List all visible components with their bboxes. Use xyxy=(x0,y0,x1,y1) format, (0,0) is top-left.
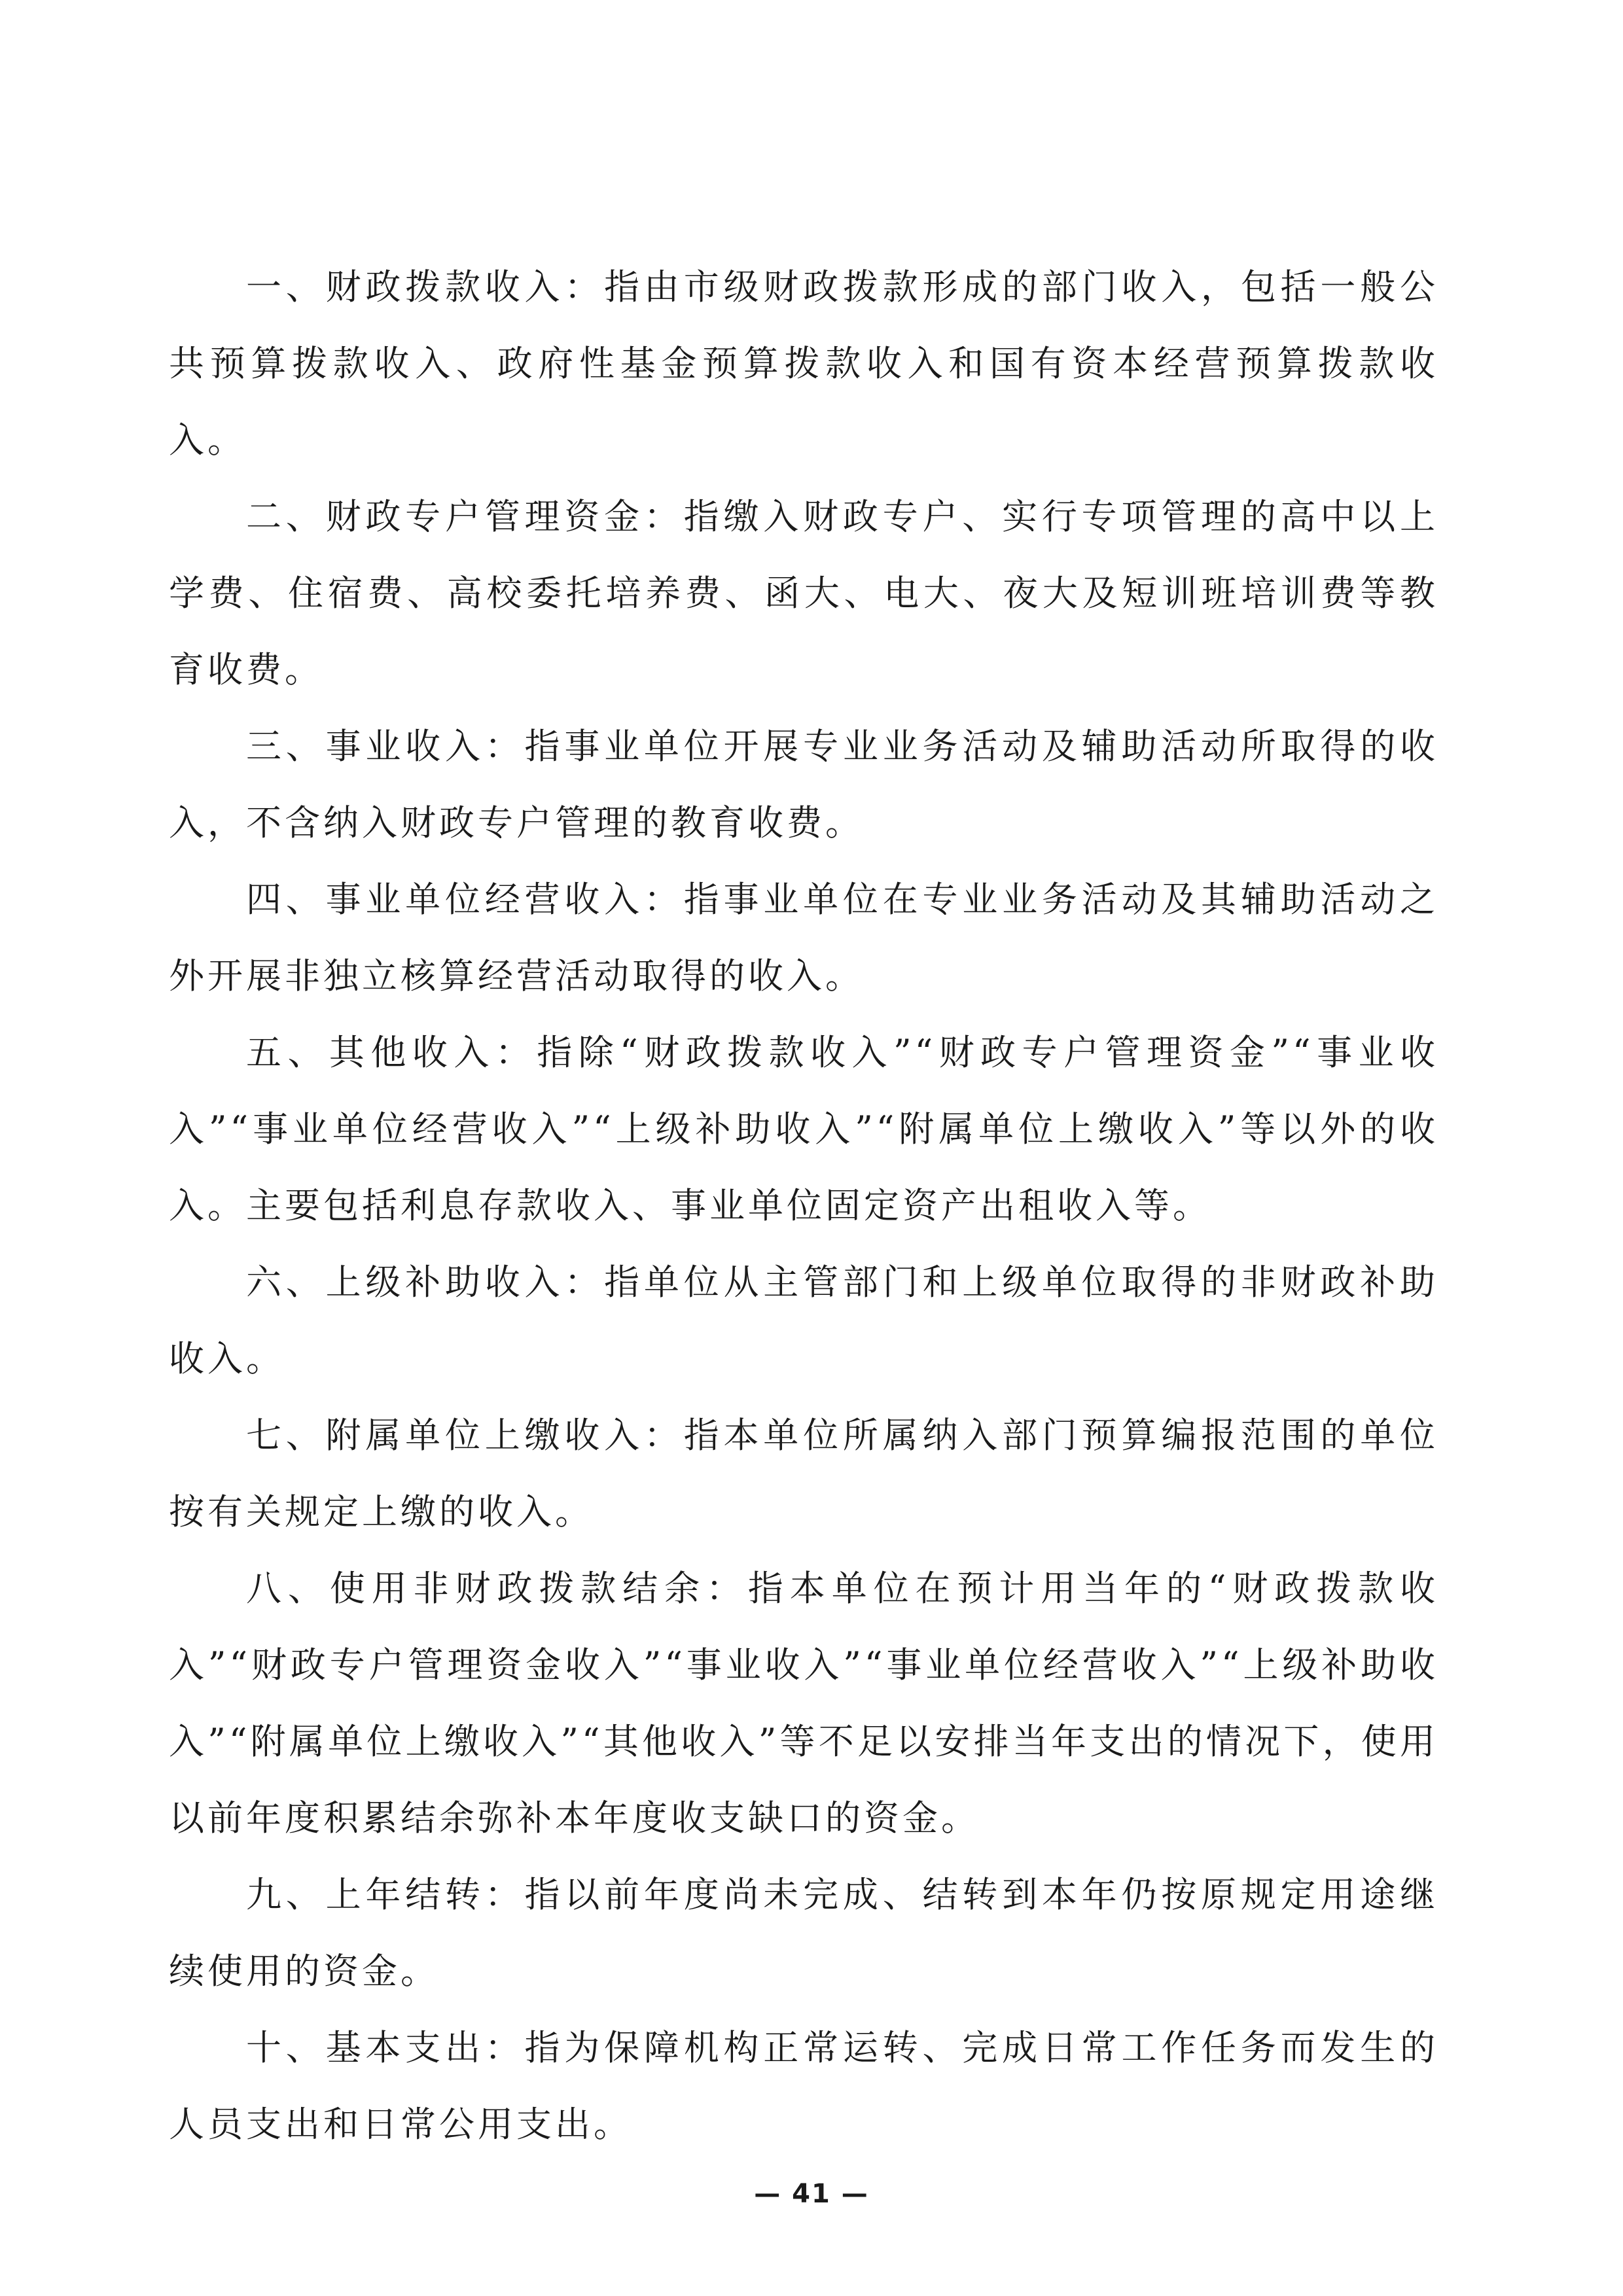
paragraph-prior-year-carryover: 九、上年结转：指以前年度尚未完成、结转到本年仍按原规定用途继续使用的资金。 xyxy=(169,1874,1438,1992)
paragraph-fiscal-appropriation-income: 一、财政拨款收入：指由市级财政拨款形成的部门收入，包括一般公共预算拨款收入、政府性基金预算拨款收入和国有资本经营预算拨款收入。 xyxy=(169,266,1438,461)
paragraph-basic-expenditure: 十、基本支出：指为保障机构正常运转、完成日常工作任务而发生的人员支出和日常公用支出。 xyxy=(169,2027,1438,2145)
paragraph-other-income: 五、其他收入：指除“财政拨款收入”“财政专户管理资金”“事业收入”“事业单位经营收入”“上级补助收入”“附属单位上缴收入”等以外的收入。主要包括利息存款收入、事业单位固定资产出租收入等。 xyxy=(169,1032,1438,1226)
document-body xyxy=(169,249,1438,2163)
paragraph-non-fiscal-surplus-use: 八、使用非财政拨款结余：指本单位在预计用当年的“财政拨款收入”“财政专户管理资金收入”“事业收入”“事业单位经营收入”“上级补助收入”“附属单位上缴收入”“其他收入”等不足以安排当年支出的情况下，使用以前年度积累结余弥补本年度收支缺口的资金。 xyxy=(169,1568,1438,1839)
paragraph-operating-income: 四、事业单位经营收入：指事业单位在专业业务活动及其辅助活动之外开展非独立核算经营活动取得的收入。 xyxy=(169,879,1438,997)
paragraph-business-income: 三、事业收入：指事业单位开展专业业务活动及辅助活动所取得的收入，不含纳入财政专户管理的教育收费。 xyxy=(169,726,1438,843)
paragraph-fiscal-special-account-funds: 二、财政专户管理资金：指缴入财政专户、实行专项管理的高中以上学费、住宿费、高校委托培养费、函大、电大、夜大及短训班培训费等教育收费。 xyxy=(169,496,1438,690)
page-number: — 41 — xyxy=(754,2179,869,2209)
paragraph-affiliated-unit-income: 七、附属单位上缴收入：指本单位所属纳入部门预算编报范围的单位按有关规定上缴的收入。 xyxy=(169,1415,1438,1532)
paragraph-superior-subsidy-income: 六、上级补助收入：指单位从主管部门和上级单位取得的非财政补助收入。 xyxy=(169,1262,1438,1379)
